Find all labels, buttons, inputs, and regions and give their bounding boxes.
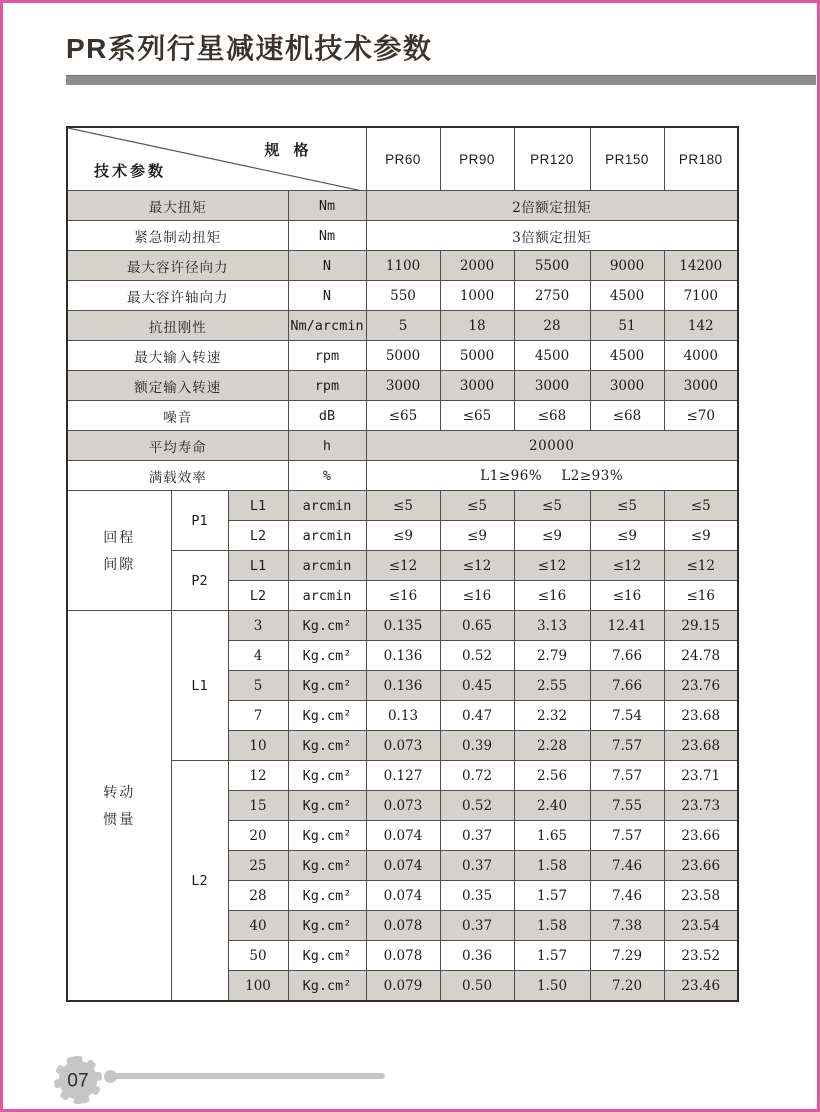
value-cell: ≤16: [514, 581, 590, 611]
column-header-pr150: PR150: [590, 127, 664, 191]
unit-cell: Kg.cm²: [288, 671, 366, 701]
unit-cell: Kg.cm²: [288, 701, 366, 731]
value-cell: 0.136: [366, 671, 440, 701]
column-header-pr120: PR120: [514, 127, 590, 191]
value-cell: ≤12: [440, 551, 514, 581]
value-cell: 1.58: [514, 851, 590, 881]
value-cell: 1.65: [514, 821, 590, 851]
value-cell: ≤9: [590, 521, 664, 551]
value-cell: 1.57: [514, 881, 590, 911]
value-cell: ≤12: [590, 551, 664, 581]
value-cell: 0.078: [366, 911, 440, 941]
unit-cell: Kg.cm²: [288, 821, 366, 851]
value-cell: 0.37: [440, 821, 514, 851]
value-cell: 1.50: [514, 971, 590, 1002]
value-cell: ≤9: [514, 521, 590, 551]
unit-cell: arcmin: [288, 491, 366, 521]
value-cell: 0.65: [440, 611, 514, 641]
value-cell: 3.13: [514, 611, 590, 641]
value-cell: 23.76: [664, 671, 738, 701]
value-cell: 142: [664, 311, 738, 341]
merged-value-cell: L1≥96% L2≥93%: [366, 461, 738, 491]
value-cell: 2.56: [514, 761, 590, 791]
unit-cell: arcmin: [288, 521, 366, 551]
value-cell: 0.078: [366, 941, 440, 971]
unit-cell: Nm: [288, 221, 366, 251]
value-cell: 7.20: [590, 971, 664, 1002]
level-group-cell-l1: L1: [171, 611, 228, 761]
ratio-cell: 20: [228, 821, 288, 851]
value-cell: 1.58: [514, 911, 590, 941]
value-cell: 23.52: [664, 941, 738, 971]
value-cell: 23.71: [664, 761, 738, 791]
value-cell: 23.73: [664, 791, 738, 821]
value-cell: 0.37: [440, 851, 514, 881]
value-cell: 3000: [514, 371, 590, 401]
unit-cell: Kg.cm²: [288, 731, 366, 761]
spec-table-body: [67, 127, 738, 1001]
value-cell: 4500: [590, 281, 664, 311]
value-cell: 14200: [664, 251, 738, 281]
value-cell: ≤9: [440, 521, 514, 551]
unit-cell: arcmin: [288, 551, 366, 581]
value-cell: 9000: [590, 251, 664, 281]
value-cell: 0.073: [366, 731, 440, 761]
ratio-cell: 10: [228, 731, 288, 761]
unit-cell: h: [288, 431, 366, 461]
value-cell: 4500: [514, 341, 590, 371]
value-cell: 0.39: [440, 731, 514, 761]
ratio-cell: 5: [228, 671, 288, 701]
spec-table: [66, 126, 739, 1002]
value-cell: 4500: [590, 341, 664, 371]
ratio-cell: 3: [228, 611, 288, 641]
value-cell: 0.074: [366, 881, 440, 911]
row-label: 最大容许轴向力: [67, 281, 288, 311]
ratio-cell: 50: [228, 941, 288, 971]
value-cell: ≤12: [514, 551, 590, 581]
merged-value-cell: 3倍额定扭矩: [366, 221, 738, 251]
unit-cell: arcmin: [288, 581, 366, 611]
value-cell: ≤5: [440, 491, 514, 521]
row-label: 抗扭刚性: [67, 311, 288, 341]
value-cell: ≤5: [590, 491, 664, 521]
value-cell: ≤5: [366, 491, 440, 521]
value-cell: ≤16: [366, 581, 440, 611]
ratio-cell: 4: [228, 641, 288, 671]
backlash-section-label: 回程间隙: [67, 491, 171, 611]
ratio-cell: 25: [228, 851, 288, 881]
page-number: 07: [67, 1070, 89, 1092]
value-cell: ≤68: [590, 401, 664, 431]
value-cell: 7.38: [590, 911, 664, 941]
value-cell: 23.46: [664, 971, 738, 1002]
value-cell: 0.079: [366, 971, 440, 1002]
value-cell: 5000: [440, 341, 514, 371]
value-cell: 0.074: [366, 851, 440, 881]
unit-cell: Kg.cm²: [288, 761, 366, 791]
row-label: 噪音: [67, 401, 288, 431]
value-cell: 2000: [440, 251, 514, 281]
column-header-pr180: PR180: [664, 127, 738, 191]
value-cell: 7.46: [590, 851, 664, 881]
row-label: 平均寿命: [67, 431, 288, 461]
value-cell: 1.57: [514, 941, 590, 971]
value-cell: 23.68: [664, 731, 738, 761]
tech-params-corner-label: 技术参数: [94, 163, 167, 180]
value-cell: 12.41: [590, 611, 664, 641]
spec-corner-label: 规 格: [264, 142, 314, 159]
value-cell: ≤16: [440, 581, 514, 611]
value-cell: 2.40: [514, 791, 590, 821]
value-cell: 7100: [664, 281, 738, 311]
value-cell: 28: [514, 311, 590, 341]
value-cell: 23.58: [664, 881, 738, 911]
ratio-cell: 7: [228, 701, 288, 731]
column-header-pr90: PR90: [440, 127, 514, 191]
unit-cell: N: [288, 281, 366, 311]
unit-cell: Kg.cm²: [288, 911, 366, 941]
page-number-gear-icon: [53, 1055, 103, 1105]
value-cell: 0.35: [440, 881, 514, 911]
value-cell: ≤70: [664, 401, 738, 431]
row-label: 紧急制动扭矩: [67, 221, 288, 251]
value-cell: 7.66: [590, 641, 664, 671]
value-cell: 0.52: [440, 641, 514, 671]
value-cell: 0.50: [440, 971, 514, 1002]
row-label: 满载效率: [67, 461, 288, 491]
value-cell: ≤16: [590, 581, 664, 611]
value-cell: 2.55: [514, 671, 590, 701]
value-cell: 7.57: [590, 761, 664, 791]
value-cell: 5500: [514, 251, 590, 281]
row-label: 额定输入转速: [67, 371, 288, 401]
unit-cell: Nm: [288, 191, 366, 221]
merged-value-cell: 20000: [366, 431, 738, 461]
unit-cell: N: [288, 251, 366, 281]
value-cell: 3000: [590, 371, 664, 401]
value-cell: 23.66: [664, 821, 738, 851]
value-cell: ≤9: [366, 521, 440, 551]
footer-line: [112, 1073, 385, 1079]
value-cell: 2.79: [514, 641, 590, 671]
value-cell: 0.47: [440, 701, 514, 731]
level-cell: L2: [228, 521, 288, 551]
value-cell: 2.28: [514, 731, 590, 761]
value-cell: 0.72: [440, 761, 514, 791]
unit-cell: Kg.cm²: [288, 641, 366, 671]
row-label: 最大容许径向力: [67, 251, 288, 281]
value-cell: 24.78: [664, 641, 738, 671]
value-cell: 0.135: [366, 611, 440, 641]
merged-value-cell: 2倍额定扭矩: [366, 191, 738, 221]
unit-cell: Kg.cm²: [288, 611, 366, 641]
value-cell: 3000: [664, 371, 738, 401]
unit-cell: Kg.cm²: [288, 941, 366, 971]
value-cell: 0.136: [366, 641, 440, 671]
value-cell: 3000: [366, 371, 440, 401]
value-cell: 29.15: [664, 611, 738, 641]
value-cell: 7.54: [590, 701, 664, 731]
level-cell: L2: [228, 581, 288, 611]
ratio-cell: 100: [228, 971, 288, 1002]
value-cell: 0.37: [440, 911, 514, 941]
value-cell: 0.45: [440, 671, 514, 701]
value-cell: 550: [366, 281, 440, 311]
value-cell: ≤65: [366, 401, 440, 431]
grade-cell-p2: P2: [171, 551, 228, 611]
unit-cell: Nm/arcmin: [288, 311, 366, 341]
value-cell: 23.54: [664, 911, 738, 941]
value-cell: 0.13: [366, 701, 440, 731]
value-cell: 1000: [440, 281, 514, 311]
unit-cell: Kg.cm²: [288, 881, 366, 911]
value-cell: 7.57: [590, 731, 664, 761]
value-cell: 7.66: [590, 671, 664, 701]
value-cell: 7.55: [590, 791, 664, 821]
page-title: PR系列行星减速机技术参数: [66, 33, 433, 64]
value-cell: 1100: [366, 251, 440, 281]
value-cell: 5000: [366, 341, 440, 371]
value-cell: 3000: [440, 371, 514, 401]
value-cell: 2750: [514, 281, 590, 311]
value-cell: 0.127: [366, 761, 440, 791]
unit-cell: rpm: [288, 341, 366, 371]
unit-cell: rpm: [288, 371, 366, 401]
value-cell: ≤12: [366, 551, 440, 581]
value-cell: 4000: [664, 341, 738, 371]
row-label: 最大扭矩: [67, 191, 288, 221]
row-label: 最大输入转速: [67, 341, 288, 371]
ratio-cell: 12: [228, 761, 288, 791]
value-cell: 7.57: [590, 821, 664, 851]
value-cell: 18: [440, 311, 514, 341]
unit-cell: Kg.cm²: [288, 971, 366, 1002]
footer: [0, 1050, 820, 1110]
ratio-cell: 28: [228, 881, 288, 911]
value-cell: 23.66: [664, 851, 738, 881]
value-cell: 5: [366, 311, 440, 341]
grade-cell-p1: P1: [171, 491, 228, 551]
unit-cell: %: [288, 461, 366, 491]
value-cell: ≤9: [664, 521, 738, 551]
value-cell: 23.68: [664, 701, 738, 731]
value-cell: ≤65: [440, 401, 514, 431]
value-cell: 7.46: [590, 881, 664, 911]
value-cell: 51: [590, 311, 664, 341]
value-cell: ≤5: [514, 491, 590, 521]
value-cell: 0.074: [366, 821, 440, 851]
level-cell: L1: [228, 491, 288, 521]
level-group-cell-l2: L2: [171, 761, 228, 1002]
value-cell: 0.36: [440, 941, 514, 971]
value-cell: ≤5: [664, 491, 738, 521]
unit-cell: dB: [288, 401, 366, 431]
ratio-cell: 15: [228, 791, 288, 821]
inertia-section-label: 转动惯量: [67, 611, 171, 1002]
value-cell: 0.073: [366, 791, 440, 821]
column-header-pr60: PR60: [366, 127, 440, 191]
value-cell: ≤68: [514, 401, 590, 431]
value-cell: ≤16: [664, 581, 738, 611]
ratio-cell: 40: [228, 911, 288, 941]
unit-cell: Kg.cm²: [288, 791, 366, 821]
unit-cell: Kg.cm²: [288, 851, 366, 881]
title-underline-bar: [66, 75, 816, 85]
value-cell: ≤12: [664, 551, 738, 581]
level-cell: L1: [228, 551, 288, 581]
value-cell: 2.32: [514, 701, 590, 731]
value-cell: 0.52: [440, 791, 514, 821]
diagonal-header-cell: [67, 127, 366, 191]
value-cell: 7.29: [590, 941, 664, 971]
